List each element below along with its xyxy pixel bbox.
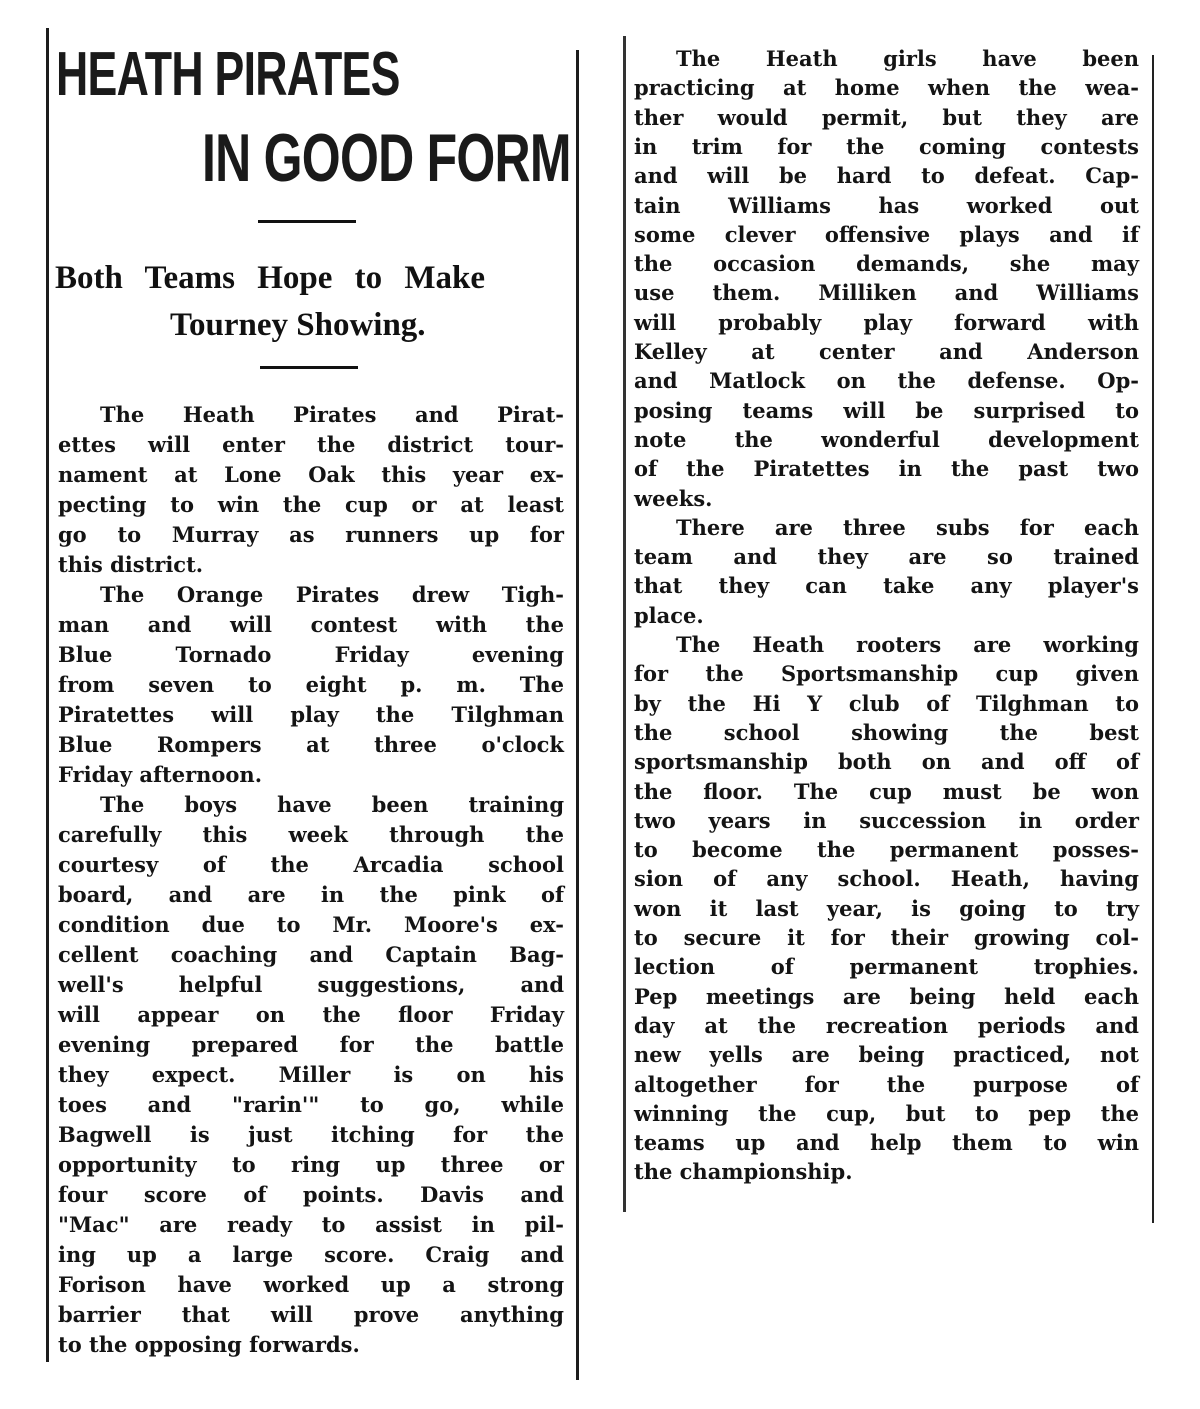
article-text-line: Blue Rompers at three o'clock (58, 732, 564, 757)
article-text-line: Friday afternoon. (58, 762, 263, 787)
article-text-line: Blue Tornado Friday evening (58, 642, 564, 667)
article-text-line: note the wonderful development (634, 426, 1139, 452)
article-text-line: sportsmanship both on and off of (634, 749, 1139, 775)
article-text-line: the floor. The cup must be won (634, 778, 1139, 804)
article-text-line: Bagwell is just itching for the (58, 1122, 564, 1147)
article-text-line: for the Sportsmanship cup given (634, 661, 1139, 687)
article-text-line: The Heath rooters are working (676, 632, 1139, 657)
article-text-line: posing teams will be surprised to (634, 397, 1139, 423)
article-text-line: to secure it for their growing col- (634, 925, 1139, 950)
article-text-line: the occasion demands, she may (634, 251, 1139, 277)
article-text-line: the school showing the best (634, 719, 1139, 745)
article-text-line: by the Hi Y club of Tilghman to (634, 690, 1139, 716)
article-text-line: use them. Milliken and Williams (634, 280, 1139, 306)
article-text-line: team and they are so trained (634, 544, 1139, 570)
headline-line-1: HEATH PIRATES (56, 40, 400, 109)
article-text-line: ettes will enter the district tour- (58, 432, 564, 457)
deck-line-2: Tourney Showing. (170, 307, 426, 343)
article-text-line: new yells are being practiced, not (634, 1042, 1139, 1068)
article-text-line: Kelley at center and Anderson (634, 339, 1139, 364)
article-text-line: The Heath Pirates and Pirat- (100, 402, 564, 427)
article-text-line: will appear on the floor Friday (58, 1002, 564, 1027)
right-column-right-rule (1152, 55, 1154, 1223)
article-text-line: and Matlock on the defense. Op- (634, 368, 1139, 394)
article-text-line: in trim for the coming contests (634, 133, 1139, 159)
article-text-line: the championship. (634, 1159, 853, 1185)
article-text-line: that they can take any player's (634, 573, 1139, 599)
article-text-line: to the opposing forwards. (58, 1332, 360, 1357)
article-text-line: teams up and help them to win (634, 1130, 1139, 1156)
article-text-line: carefully this week through the (58, 822, 564, 847)
article-text-line: condition due to Mr. Moore's ex- (58, 912, 564, 937)
article-text-line: The Heath girls have been (676, 46, 1139, 71)
article-text-line: to become the permanent posses- (634, 837, 1139, 863)
article-text-line: Forison have worked up a strong (58, 1272, 564, 1297)
article-text-line: and will be hard to defeat. Cap- (634, 163, 1139, 189)
article-text-line: opportunity to ring up three or (58, 1152, 564, 1177)
article-text-line: "Mac" are ready to assist in pil- (58, 1212, 564, 1237)
article-text-line: pecting to win the cup or at least (58, 492, 564, 517)
article-text-line: Piratettes will play the Tilghman (58, 702, 564, 727)
article-text-line: weeks. (634, 485, 713, 511)
article-text-line: will probably play forward with (634, 309, 1139, 335)
article-text-line: four score of points. Davis and (58, 1182, 564, 1207)
article-text-line: sion of any school. Heath, having (634, 866, 1139, 892)
article-text-line: ing up a large score. Craig and (58, 1242, 564, 1267)
article-text-line: courtesy of the Arcadia school (58, 852, 564, 877)
article-text-line: tain Williams has worked out (634, 192, 1139, 218)
article-text-line: won it last year, is going to try (634, 895, 1139, 921)
article-text-line: place. (634, 602, 704, 628)
headline-divider (258, 220, 356, 223)
article-text-line: man and will contest with the (58, 612, 564, 637)
headline-line-2: IN GOOD FORM (202, 120, 571, 196)
deck-divider (260, 366, 358, 369)
article-text-line: evening prepared for the battle (58, 1032, 564, 1057)
article-text-line: day at the recreation periods and (634, 1012, 1139, 1038)
article-text-line: Pep meetings are being held each (634, 983, 1139, 1009)
article-text-line: go to Murray as runners up for (58, 522, 564, 547)
right-column-left-rule (623, 36, 626, 1212)
article-text-line: cellent coaching and Captain Bag- (58, 942, 564, 967)
article-text-line: There are three subs for each (676, 514, 1139, 540)
left-column-right-rule (576, 50, 579, 1380)
article-text-line: barrier that will prove anything (58, 1302, 564, 1327)
left-column-left-rule (46, 28, 49, 1362)
article-text-line: ther would permit, but they are (634, 104, 1139, 130)
article-text-line: well's helpful suggestions, and (58, 972, 564, 997)
article-text-line: The boys have been training (100, 792, 564, 817)
article-text-line: nament at Lone Oak this year ex- (58, 462, 564, 487)
deck-line-1: Both Teams Hope to Make (55, 260, 486, 296)
article-text-line: this district. (58, 552, 204, 577)
article-text-line: of the Piratettes in the past two (634, 456, 1139, 482)
article-text-line: from seven to eight p. m. The (58, 672, 564, 697)
article-text-line: lection of permanent trophies. (634, 954, 1139, 980)
article-text-line: they expect. Miller is on his (58, 1062, 564, 1087)
article-text-line: toes and "rarin'" to go, while (58, 1092, 564, 1117)
article-text-line: altogether for the purpose of (634, 1071, 1139, 1097)
article-text-line: some clever offensive plays and if (634, 221, 1139, 247)
article-text-line: practicing at home when the wea- (634, 75, 1139, 101)
article-text-line: The Orange Pirates drew Tigh- (100, 582, 564, 607)
article-text-line: two years in succession in order (634, 807, 1139, 833)
article-text-line: winning the cup, but to pep the (634, 1100, 1139, 1126)
article-text-line: board, and are in the pink of (58, 882, 564, 907)
